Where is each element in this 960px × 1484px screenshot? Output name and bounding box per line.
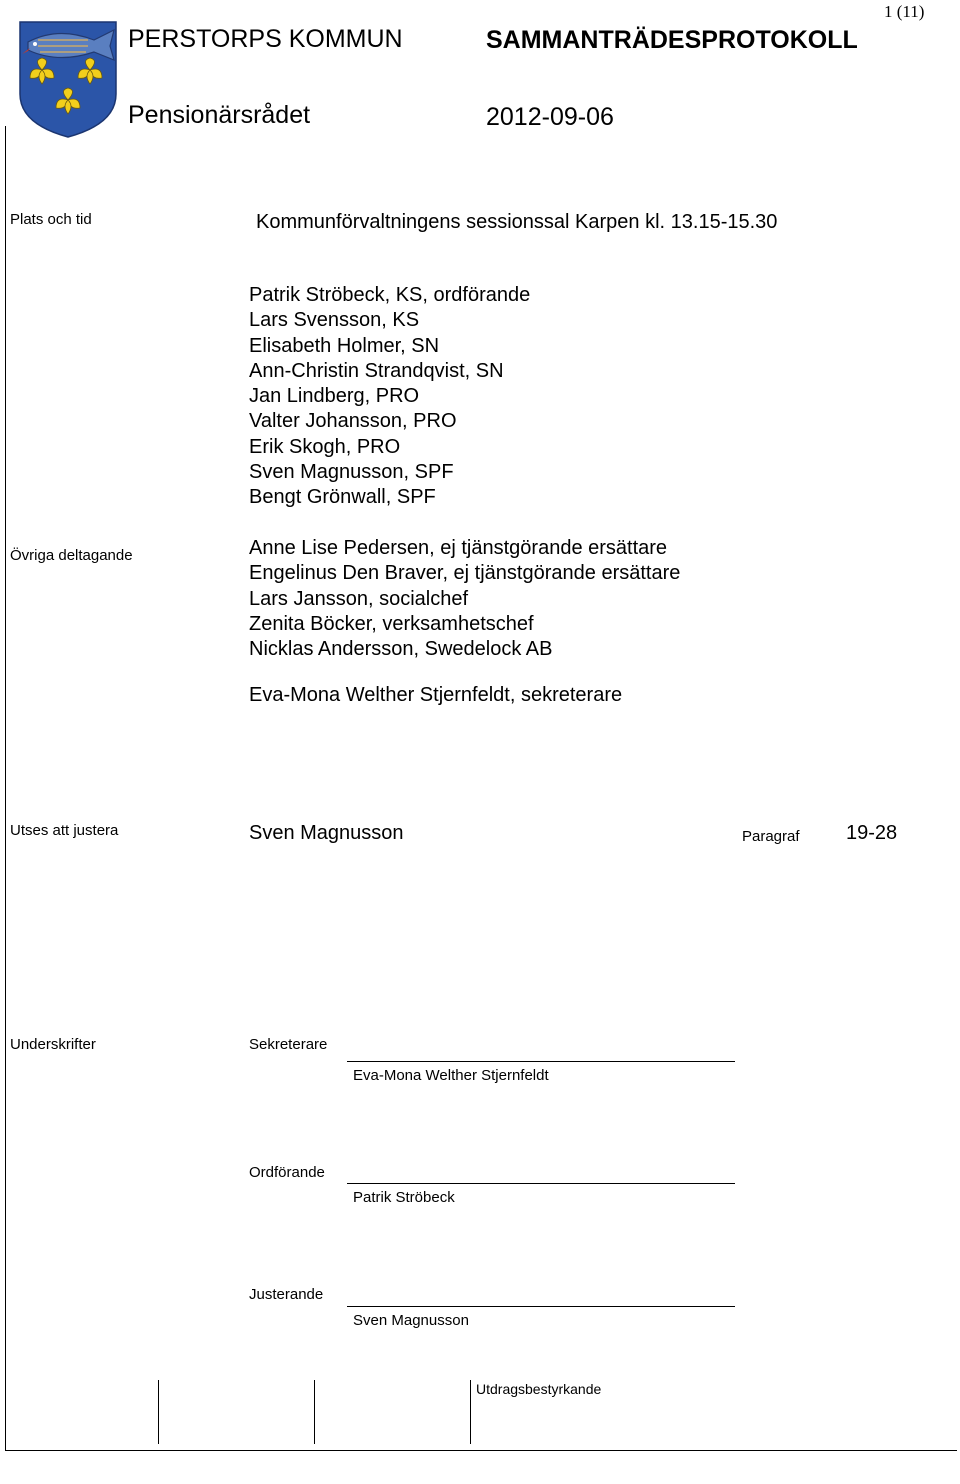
page-number: 1 (11): [884, 2, 925, 21]
other-participant-item: Anne Lise Pedersen, ej tjänstgörande ersättare: [249, 537, 668, 559]
secretary-signature-line[interactable]: [347, 1061, 735, 1062]
chair-signer-name: Patrik Ströbeck: [353, 1189, 455, 1206]
member-item: Patrik Ströbeck, KS, ordförande: [249, 284, 531, 306]
others-label: Övriga deltagande: [10, 547, 133, 564]
left-margin-rule: [5, 126, 6, 1450]
adjuster-signature-line[interactable]: [347, 1306, 735, 1307]
certification-label: Utdragsbestyrkande: [476, 1381, 602, 1397]
place-time-label: Plats och tid: [10, 211, 92, 228]
member-item: Jan Lindberg, PRO: [249, 385, 420, 408]
adjuster-title: Justerande: [249, 1286, 324, 1303]
signatures-label: Underskrifter: [10, 1036, 96, 1053]
paragraph-value: 19-28: [846, 822, 898, 844]
meeting-date: 2012-09-06: [486, 103, 614, 131]
adjuster-signer-name: Sven Magnusson: [353, 1312, 469, 1329]
other-participant-item: Engelinus Den Braver, ej tjänstgörande ersättare: [249, 562, 681, 585]
footer-box-divider: [158, 1380, 159, 1444]
secretary-signer-name: Eva-Mona Welther Stjernfeldt: [353, 1067, 549, 1084]
member-item: Lars Svensson, KS: [249, 309, 420, 332]
paragraph-label: Paragraf: [742, 828, 800, 845]
member-item: Erik Skogh, PRO: [249, 435, 401, 458]
chair-title: Ordförande: [249, 1164, 325, 1181]
adjuster-name: Sven Magnusson: [249, 822, 404, 844]
footer-box-divider: [470, 1380, 471, 1444]
member-item: Bengt Grönwall, SPF: [249, 486, 436, 509]
other-participant-item: Nicklas Andersson, Swedelock AB: [249, 638, 553, 661]
footer-rule: [5, 1450, 957, 1451]
adjuster-label: Utses att justera: [10, 822, 119, 839]
member-item: Ann-Christin Strandqvist, SN: [249, 359, 504, 382]
municipality-name: PERSTORPS KOMMUN: [128, 25, 403, 53]
chair-signature-line[interactable]: [347, 1183, 735, 1184]
members-list: [249, 283, 530, 511]
body-name: Pensionärsrådet: [128, 101, 311, 129]
member-item: Valter Johansson, PRO: [249, 410, 457, 433]
member-item: Elisabeth Holmer, SN: [249, 334, 440, 357]
secretary-title: Sekreterare: [249, 1036, 328, 1053]
other-participant-item: Zenita Böcker, verksamhetschef: [249, 612, 534, 635]
document-type: SAMMANTRÄDESPROTOKOLL: [486, 26, 858, 54]
coat-of-arms-icon: [18, 20, 118, 138]
other-participant-item: Lars Jansson, socialchef: [249, 587, 469, 610]
secretary-line: Eva-Mona Welther Stjernfeldt, sekreterare: [249, 684, 623, 706]
place-time-value: Kommunförvaltningens sessionssal Karpen kl. 13.15-15.30: [256, 211, 778, 233]
others-list: [249, 536, 680, 662]
footer-box-divider: [314, 1380, 315, 1444]
member-item: Sven Magnusson, SPF: [249, 461, 454, 484]
